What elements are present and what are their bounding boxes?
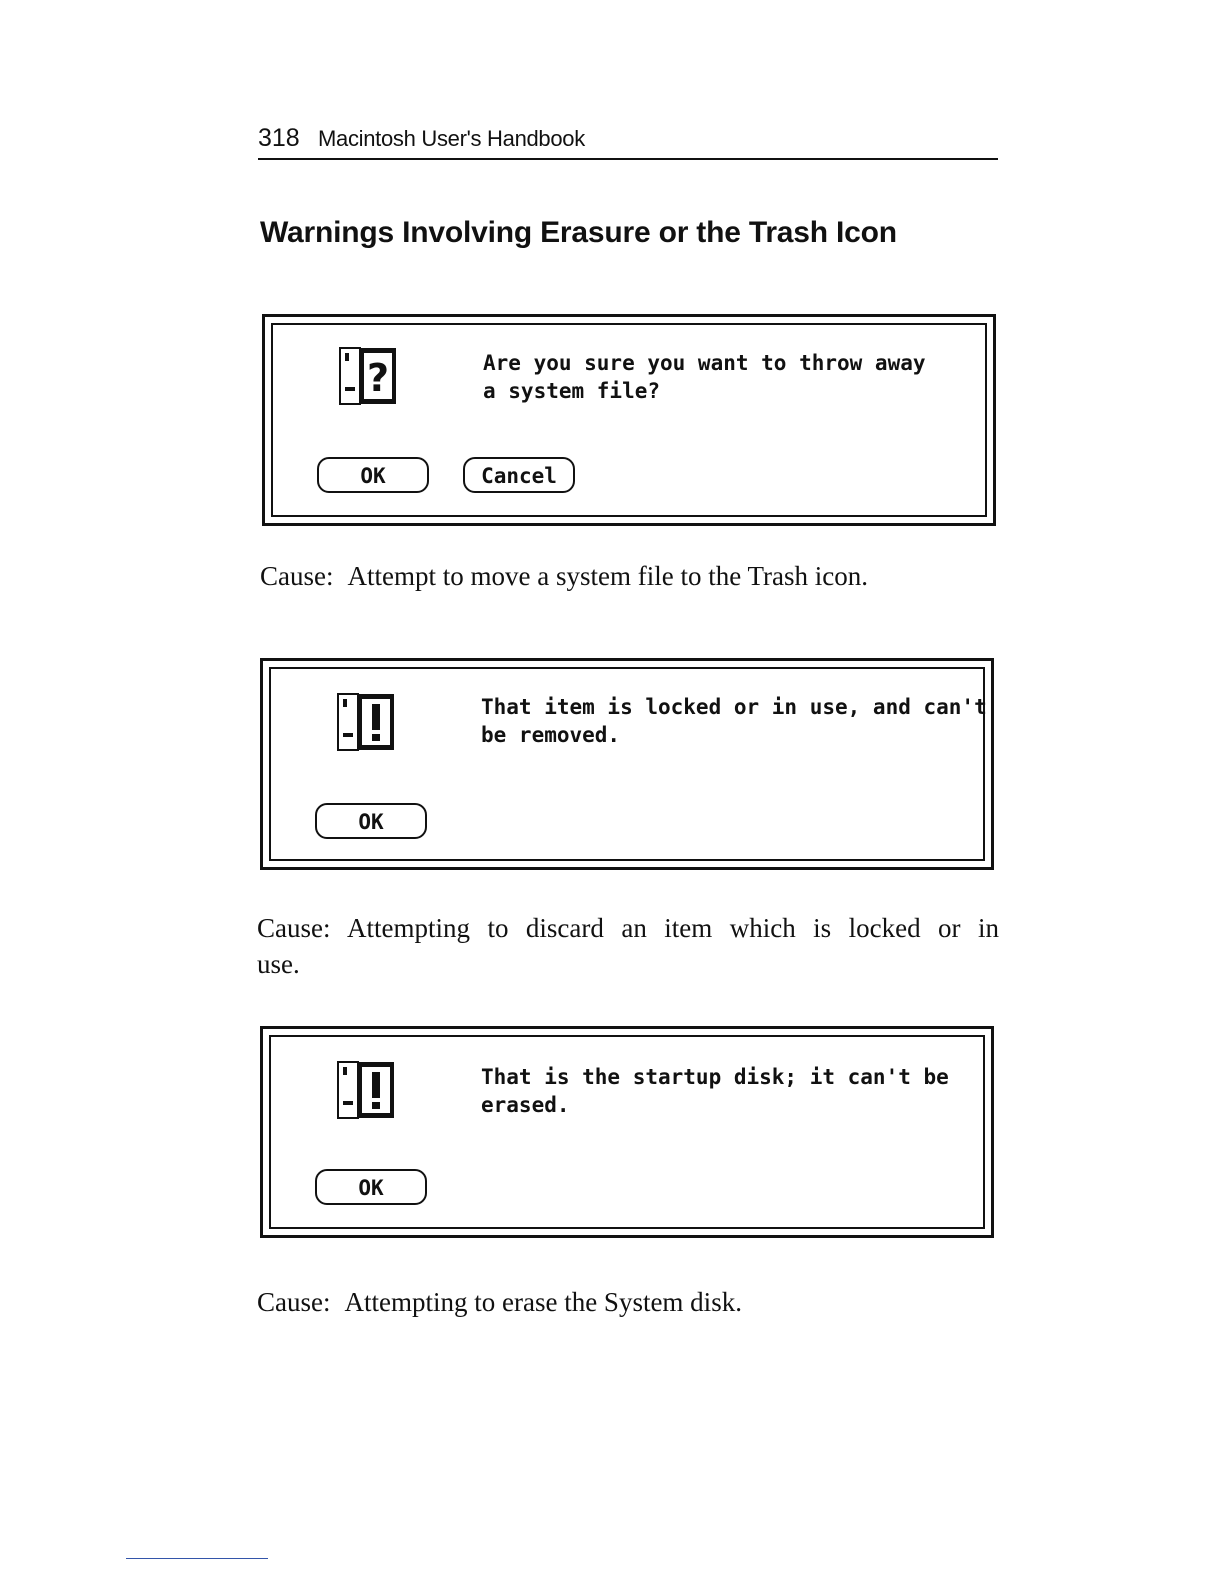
exclamation-mark-icon	[337, 1061, 395, 1119]
footnote-rule	[126, 1558, 268, 1559]
alert-dialog-locked-item	[260, 658, 994, 870]
page-header	[258, 122, 998, 160]
ok-button[interactable]: OK	[317, 457, 429, 493]
cause-label: Cause:	[257, 913, 331, 943]
dialog-message	[481, 693, 987, 749]
cause-description: Attempting to erase the System disk.	[344, 1287, 742, 1317]
message-line-2: a system file?	[483, 379, 661, 403]
cause-text	[260, 558, 868, 594]
message-line-2: erased.	[481, 1093, 570, 1117]
cause-description	[257, 910, 999, 946]
page-number: 318	[258, 124, 300, 152]
message-line-1: That is the startup disk; it can't be	[481, 1065, 949, 1089]
alert-dialog-system-file	[262, 314, 996, 526]
alert-dialog-startup-disk	[260, 1026, 994, 1238]
svg-text:?: ?	[366, 356, 390, 400]
running-head: Macintosh User's Handbook	[318, 126, 585, 151]
message-line-1: That item is locked or in use, and can't	[481, 695, 987, 719]
section-title: Warnings Involving Erasure or the Trash Icon	[260, 216, 897, 249]
cause-text	[257, 1284, 742, 1320]
dialog-message	[481, 1063, 949, 1119]
cause-line-1: Attempting to discard an item which is locked or in	[347, 913, 999, 943]
question-mark-icon	[339, 347, 397, 405]
message-line-2: be removed.	[481, 723, 621, 747]
message-line-1: Are you sure you want to throw away	[483, 351, 926, 375]
ok-button[interactable]: OK	[315, 803, 427, 839]
cause-description-line-2: use.	[257, 949, 300, 979]
cause-label: Cause:	[257, 1287, 331, 1317]
cause-description: Attempt to move a system file to the Trash icon.	[347, 561, 868, 591]
ok-button[interactable]: OK	[315, 1169, 427, 1205]
dialog-message	[483, 349, 926, 405]
cause-label: Cause:	[260, 561, 334, 591]
exclamation-mark-icon	[337, 693, 395, 751]
cancel-button[interactable]: Cancel	[463, 457, 575, 493]
